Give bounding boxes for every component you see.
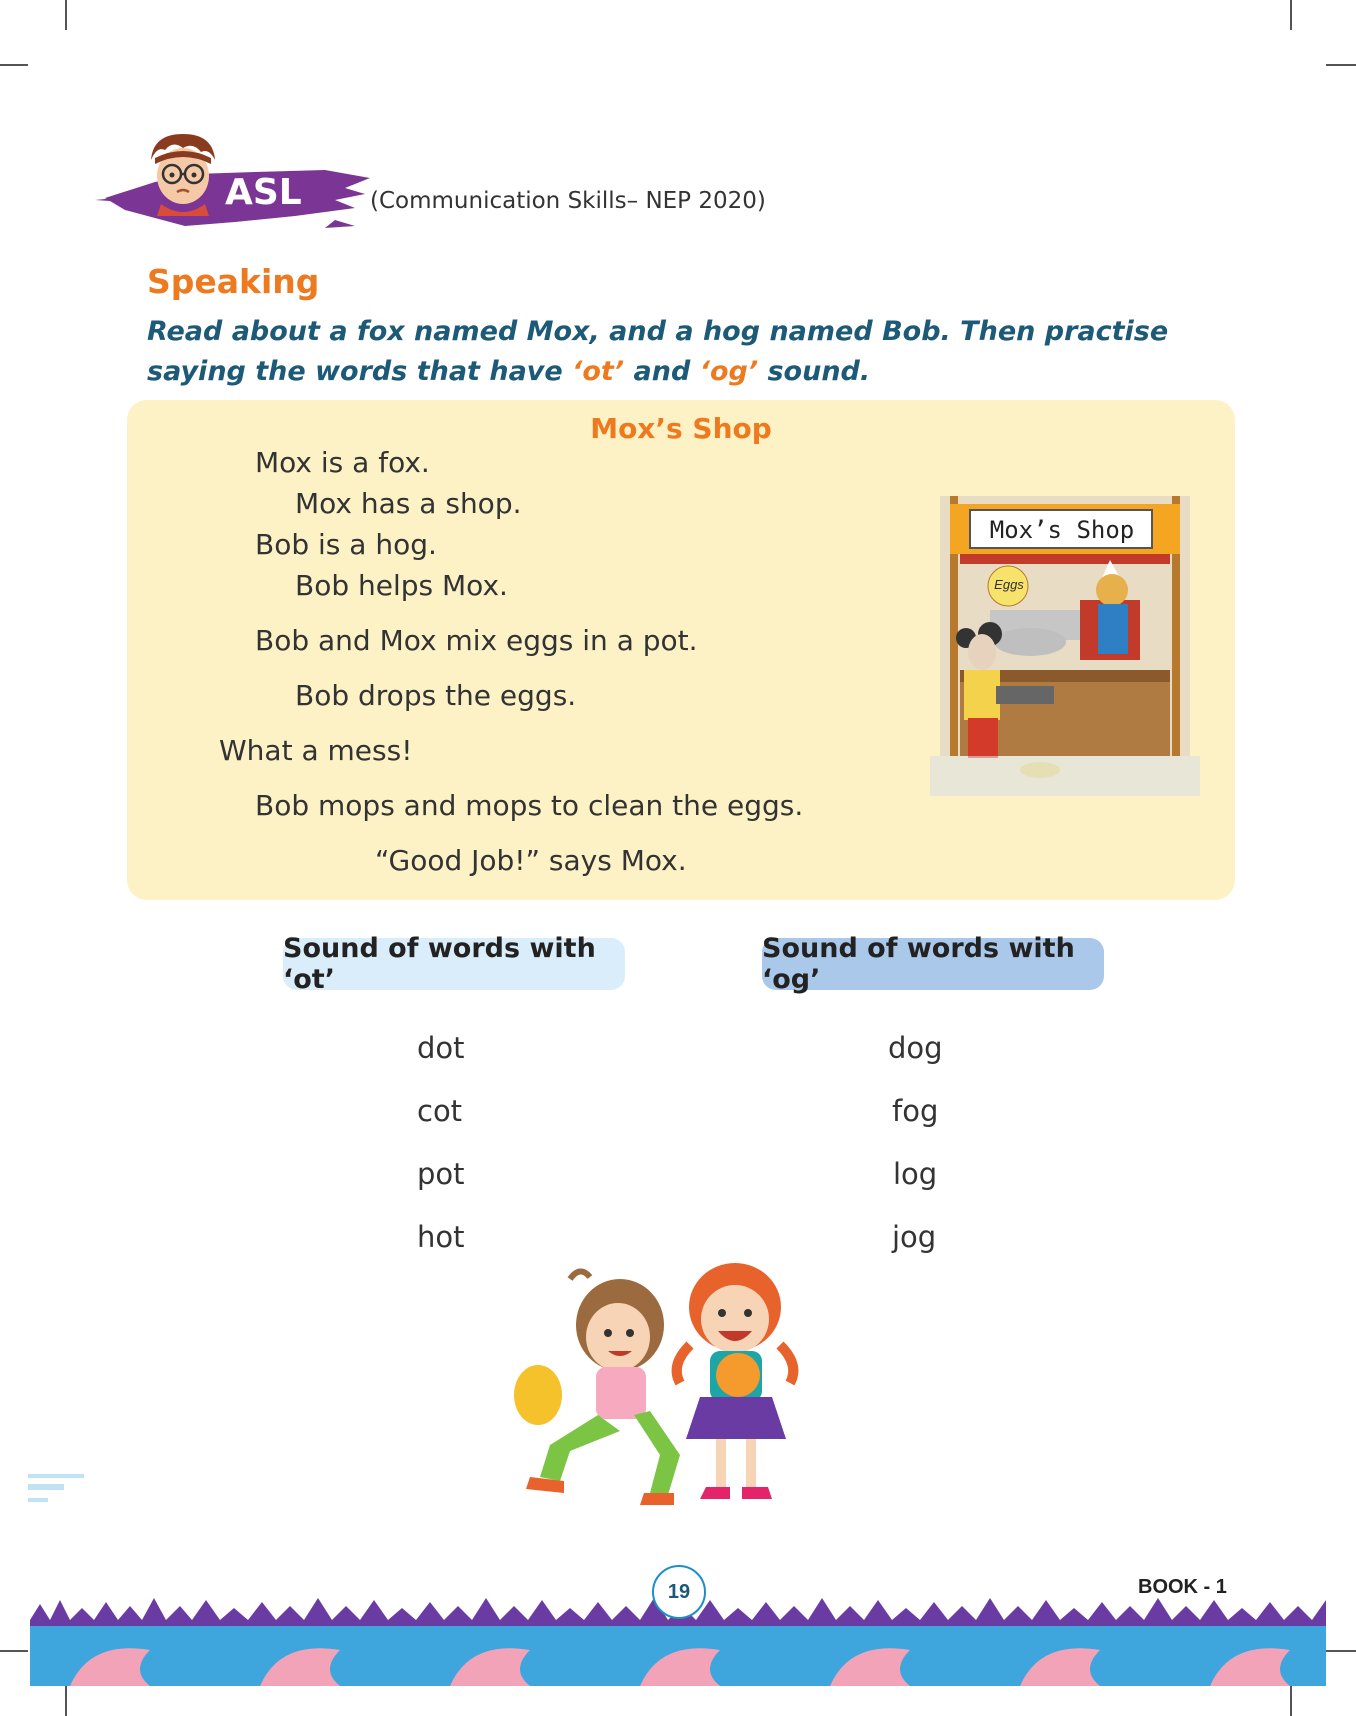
badge-subtitle: (Communication Skills– NEP 2020) bbox=[370, 188, 766, 214]
instruction-ot: ‘ot’ bbox=[572, 356, 625, 387]
ot-word: dot bbox=[417, 1031, 465, 1065]
shop-sign-text: Mox’s Shop bbox=[989, 516, 1135, 544]
badge-label: ASL bbox=[225, 172, 302, 213]
ot-word: pot bbox=[417, 1157, 465, 1191]
ot-word: cot bbox=[417, 1094, 463, 1128]
instruction-text bbox=[147, 312, 1247, 392]
boy-avatar-icon bbox=[143, 130, 223, 216]
decorative-lines bbox=[28, 1470, 88, 1510]
og-word: dog bbox=[888, 1031, 943, 1065]
story-line: Bob drops the eggs. bbox=[295, 679, 577, 712]
story-line: What a mess! bbox=[219, 734, 413, 767]
story-title: Mox’s Shop bbox=[590, 412, 772, 445]
asl-badge bbox=[95, 130, 375, 240]
og-heading-pill: Sound of words with ‘og’ bbox=[762, 938, 1104, 990]
page-number: 19 bbox=[652, 1565, 706, 1619]
story-line: Mox has a shop. bbox=[295, 487, 522, 520]
story-line: Bob is a hog. bbox=[255, 528, 437, 561]
crop-mark bbox=[0, 64, 28, 66]
crop-mark bbox=[1290, 1686, 1292, 1716]
og-word: fog bbox=[892, 1094, 939, 1128]
crop-mark bbox=[1290, 0, 1292, 30]
crop-mark bbox=[1326, 64, 1356, 66]
instruction-part: and bbox=[624, 356, 700, 387]
og-word: jog bbox=[892, 1220, 937, 1254]
instruction-part: sound. bbox=[758, 356, 871, 387]
story-line: Bob mops and mops to clean the eggs. bbox=[255, 789, 804, 822]
instruction-og: ‘og’ bbox=[699, 356, 759, 387]
og-word: log bbox=[893, 1157, 938, 1191]
crop-mark bbox=[65, 0, 67, 30]
story-line: Bob and Mox mix eggs in a pot. bbox=[255, 624, 698, 657]
eggs-sign-text: Eggs bbox=[994, 577, 1024, 592]
ot-heading-pill: Sound of words with ‘ot’ bbox=[283, 938, 625, 990]
instruction-part: Read about a fox named Mox, and a hog named Bob. Then practise saying the words that have bbox=[147, 316, 1169, 387]
kids-illustration bbox=[510, 1255, 850, 1515]
ot-word: hot bbox=[417, 1220, 465, 1254]
crop-mark bbox=[65, 1686, 67, 1716]
children-with-mango-icon bbox=[510, 1255, 850, 1515]
crop-mark bbox=[0, 1650, 28, 1652]
crop-mark bbox=[1326, 1650, 1356, 1652]
story-line: Mox is a fox. bbox=[255, 446, 430, 479]
section-title: Speaking bbox=[147, 262, 320, 301]
story-line: “Good Job!” says Mox. bbox=[375, 844, 687, 877]
book-label: BOOK - 1 bbox=[1138, 1576, 1227, 1598]
story-line: Bob helps Mox. bbox=[295, 569, 508, 602]
shop-illustration bbox=[930, 490, 1200, 800]
